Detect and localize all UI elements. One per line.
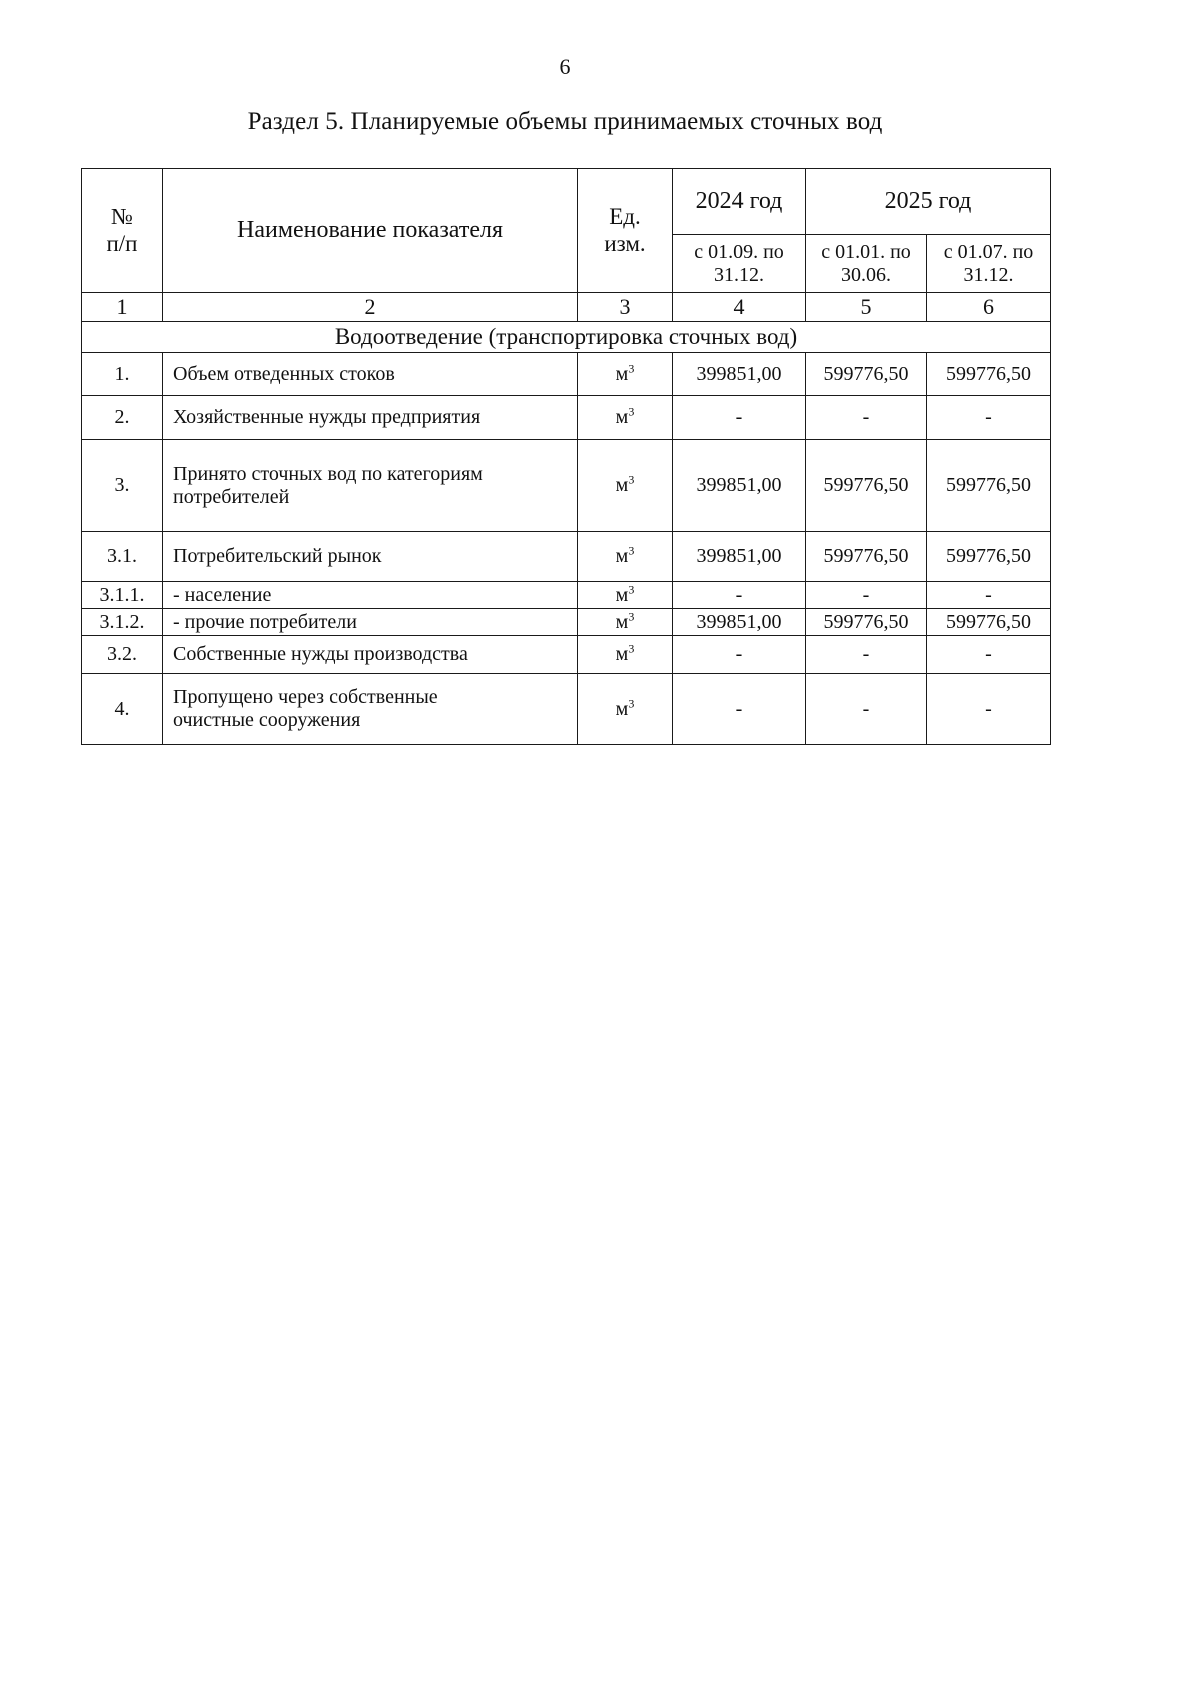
unit-cell: $м^3$ <box>578 674 673 745</box>
value-2025-h2: 599776,50 <box>927 353 1051 396</box>
row-number: 1. <box>82 353 163 396</box>
unit-cell: $м^3$ <box>578 532 673 582</box>
column-number: 4 <box>673 293 806 322</box>
table-row <box>82 582 1051 609</box>
table-row <box>82 396 1051 440</box>
row-number: 3.1. <box>82 532 163 582</box>
value-2024-h2: 399851,00 <box>673 353 806 396</box>
header-year-2025: 2025 год <box>806 169 1051 235</box>
table-row <box>82 532 1051 582</box>
indicator-name: Пропущено через собственные очистные сооружения <box>163 674 578 745</box>
table-row <box>82 440 1051 532</box>
indicator-name: Хозяйственные нужды предприятия <box>163 396 578 440</box>
header-period-2: с 01.01. по 30.06. <box>806 235 927 293</box>
table-row <box>82 636 1051 674</box>
indicator-name: Собственные нужды производства <box>163 636 578 674</box>
value-2025-h1: - <box>806 582 927 609</box>
unit-cell: $м^3$ <box>578 353 673 396</box>
table-row <box>82 353 1051 396</box>
value-2025-h2: 599776,50 <box>927 440 1051 532</box>
value-2025-h1: - <box>806 674 927 745</box>
indicator-name: Потребительский рынок <box>163 532 578 582</box>
unit-cell: $м^3$ <box>578 609 673 636</box>
value-2025-h1: 599776,50 <box>806 440 927 532</box>
row-number: 4. <box>82 674 163 745</box>
column-number: 1 <box>82 293 163 322</box>
wastewater-volumes-table <box>81 168 1051 745</box>
header-name: Наименование показателя <box>163 169 578 293</box>
column-number: 3 <box>578 293 673 322</box>
section-title: Раздел 5. Планируемые объемы принимаемых сточных вод <box>247 108 883 135</box>
table-row <box>82 674 1051 745</box>
section-row-label: Водоотведение (транспортировка сточных вод) <box>82 322 1051 353</box>
column-number: 6 <box>927 293 1051 322</box>
value-2025-h2: - <box>927 674 1051 745</box>
value-2024-h2: - <box>673 674 806 745</box>
value-2025-h1: 599776,50 <box>806 532 927 582</box>
indicator-name: - население <box>163 582 578 609</box>
column-number: 5 <box>806 293 927 322</box>
page-number: 6 <box>559 54 571 79</box>
table-row <box>82 609 1051 636</box>
indicator-name: Принято сточных вод по категориям потребителей <box>163 440 578 532</box>
indicator-name: - прочие потребители <box>163 609 578 636</box>
value-2024-h2: 399851,00 <box>673 609 806 636</box>
unit-cell: $м^3$ <box>578 440 673 532</box>
value-2025-h1: - <box>806 396 927 440</box>
value-2024-h2: 399851,00 <box>673 532 806 582</box>
column-number: 2 <box>163 293 578 322</box>
header-unit: Ед. изм. <box>578 169 673 293</box>
value-2025-h2: - <box>927 396 1051 440</box>
value-2024-h2: - <box>673 396 806 440</box>
row-number: 3.2. <box>82 636 163 674</box>
unit-cell: $м^3$ <box>578 396 673 440</box>
value-2024-h2: - <box>673 636 806 674</box>
header-period-3: с 01.07. по 31.12. <box>927 235 1051 293</box>
value-2025-h2: 599776,50 <box>927 532 1051 582</box>
header-period-1: с 01.09. по 31.12. <box>673 235 806 293</box>
value-2024-h2: 399851,00 <box>673 440 806 532</box>
value-2025-h2: 599776,50 <box>927 609 1051 636</box>
row-number: 3. <box>82 440 163 532</box>
indicator-name: Объем отведенных стоков <box>163 353 578 396</box>
value-2024-h2: - <box>673 582 806 609</box>
row-number: 2. <box>82 396 163 440</box>
unit-cell: $м^3$ <box>578 582 673 609</box>
header-year-2024: 2024 год <box>673 169 806 235</box>
value-2025-h1: 599776,50 <box>806 353 927 396</box>
header-num: № п/п <box>82 169 163 293</box>
value-2025-h1: 599776,50 <box>806 609 927 636</box>
value-2025-h1: - <box>806 636 927 674</box>
unit-cell: $м^3$ <box>578 636 673 674</box>
row-number: 3.1.1. <box>82 582 163 609</box>
value-2025-h2: - <box>927 582 1051 609</box>
value-2025-h2: - <box>927 636 1051 674</box>
row-number: 3.1.2. <box>82 609 163 636</box>
